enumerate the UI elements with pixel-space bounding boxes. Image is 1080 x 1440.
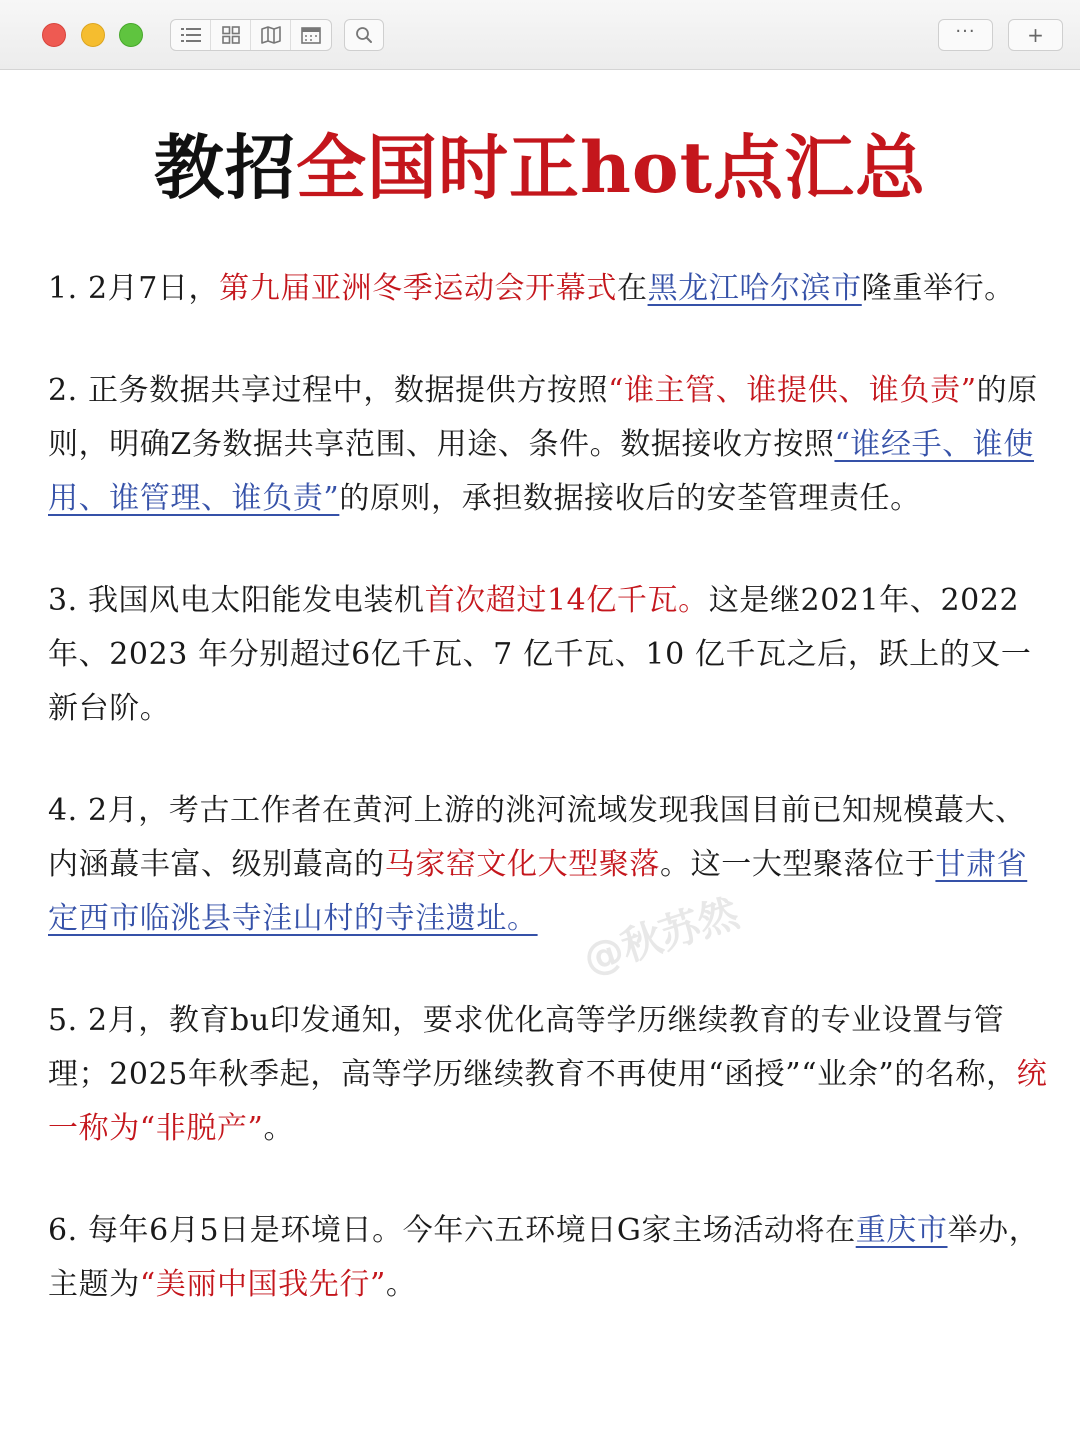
title-part-dark: 教招	[154, 126, 297, 209]
map-icon	[261, 26, 281, 44]
plus-icon: +	[1027, 23, 1044, 47]
more-icon: ···	[955, 21, 976, 42]
item-text: 的原则，明确Z务数据共享范围、用途、条件。数据接收方按照	[48, 373, 1038, 462]
news-item	[48, 574, 1048, 736]
news-item	[48, 784, 1048, 946]
item-text: 举办，主题为	[48, 1213, 1040, 1302]
calendar-icon	[301, 26, 321, 44]
highlight-text: 统一称为“非脱产”	[48, 1057, 1048, 1146]
news-item	[48, 364, 1048, 526]
highlight-text: 第九届亚洲冬季运动会开幕式	[219, 271, 617, 306]
underlined-link-text[interactable]: 甘肃省定西市临洮县寺洼山村的寺洼遗址。	[48, 847, 1028, 936]
close-window-button[interactable]	[42, 23, 66, 47]
view-mode-segmented-control	[170, 19, 332, 51]
item-text: 3. 我国风电太阳能发电装机	[48, 583, 425, 618]
highlight-text: 首次超过14亿千瓦。	[424, 583, 709, 618]
more-options-button[interactable]	[938, 19, 993, 51]
list-view-button[interactable]	[171, 20, 211, 50]
grid-icon	[222, 26, 240, 44]
news-item	[48, 262, 1048, 316]
underlined-link-text[interactable]: 黑龙江哈尔滨市	[647, 271, 862, 306]
search-icon	[355, 26, 373, 44]
title-part-red: 全国时正hot点汇总	[296, 126, 926, 209]
watermark: @秋苏然	[577, 890, 745, 984]
minimize-window-button[interactable]	[81, 23, 105, 47]
item-text: 隆重举行。	[861, 271, 1015, 306]
item-text: 的原则，承担数据接收后的安荃管理责任。	[339, 481, 921, 516]
item-text: 在	[616, 271, 648, 306]
window-toolbar	[0, 0, 1080, 70]
item-text: 2. 正务数据共享过程中，数据提供方按照	[48, 373, 609, 408]
news-item-list	[48, 262, 1048, 1360]
calendar-view-button[interactable]	[291, 20, 331, 50]
highlight-text: “谁主管、谁提供、谁负责”	[608, 373, 977, 408]
underlined-link-text[interactable]: 重庆市	[855, 1213, 948, 1248]
news-item	[48, 994, 1048, 1156]
news-item	[48, 1204, 1048, 1312]
search-button[interactable]	[344, 19, 384, 51]
list-icon	[181, 27, 201, 43]
item-text: 。这一大型聚落位于	[660, 847, 936, 882]
zoom-window-button[interactable]	[119, 23, 143, 47]
item-text: 4. 2月，考古工作者在黄河上游的洮河流域发现我国目前已知规模蕞大、内涵蕞丰富、级别蕞高的	[48, 793, 1026, 882]
item-text: 5. 2月，教育bu印发通知，要求优化高等学历继续教育的专业设置与管理；2025年秋季起，高等学历继续教育不再使用“函授”“业余”的名称，	[48, 1003, 1017, 1092]
item-text: 。	[385, 1267, 417, 1302]
add-button[interactable]	[1008, 19, 1063, 51]
item-text: 这是继2021年、2022年、2023 年分别超过6亿千瓦、7 亿千瓦、10 亿千瓦之后，跃上的又一新台阶。	[48, 583, 1032, 726]
underlined-link-text[interactable]: “谁经手、谁使用、谁管理、谁负责”	[48, 427, 1034, 516]
item-text: 。	[263, 1111, 295, 1146]
page-title	[0, 118, 1080, 218]
item-text: 1. 2月7日，	[48, 271, 220, 306]
map-view-button[interactable]	[251, 20, 291, 50]
item-text: 6. 每年6月5日是环境日。今年六五环境日G家主场活动将在	[48, 1213, 856, 1248]
highlight-text: “美丽中国我先行”	[139, 1267, 386, 1302]
grid-view-button[interactable]	[211, 20, 251, 50]
highlight-text: 马家窑文化大型聚落	[384, 847, 661, 882]
